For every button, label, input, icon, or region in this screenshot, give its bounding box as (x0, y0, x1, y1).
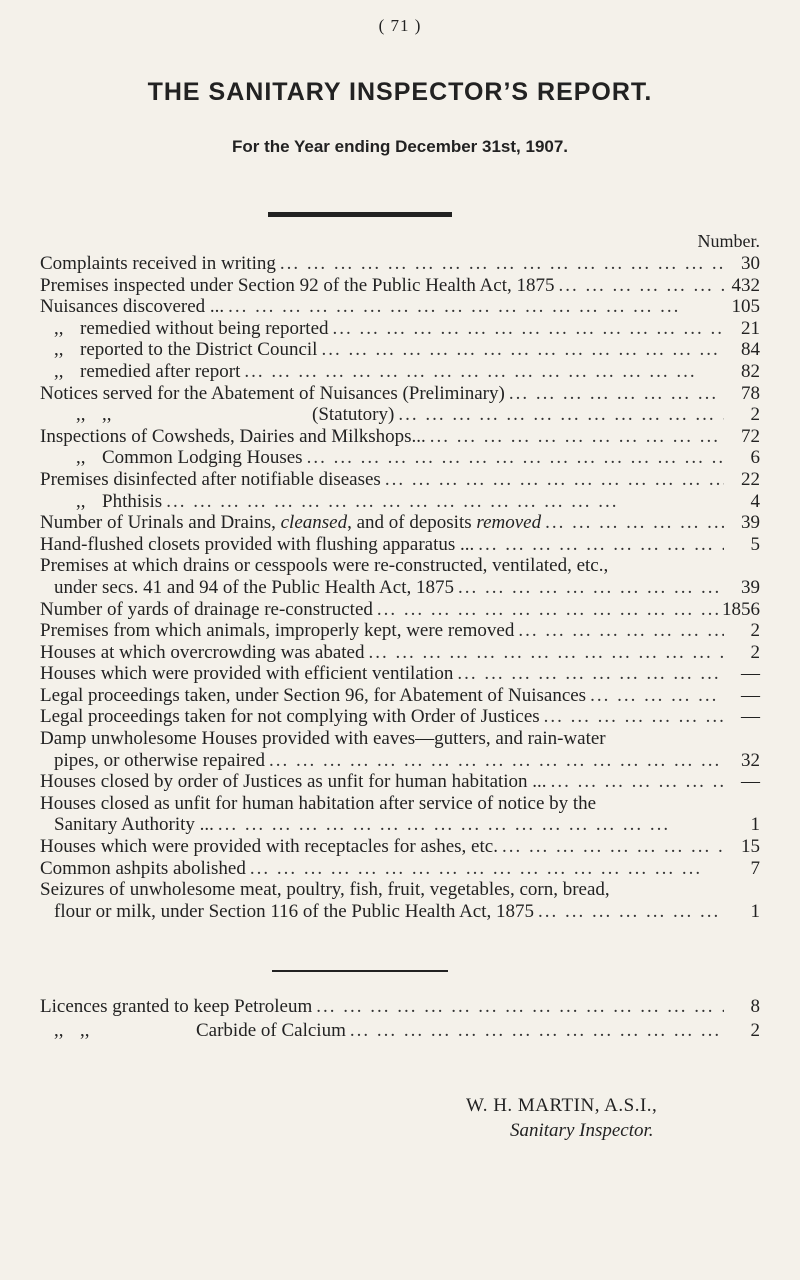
list-item: ,, remedied after report ... . 82 (40, 361, 760, 383)
list-item: Premises inspected under Section 92 of the Public Health Act, 1875 ... . 432 (40, 275, 760, 297)
list-item: Inspections of Cowsheds, Dairies and Milkshops... ... . 72 (40, 426, 760, 448)
list-item: ,, Common Lodging Houses ... . 6 (40, 447, 760, 469)
list-item: ,, reported to the District Council ... . 84 (40, 339, 760, 361)
list-item: Legal proceedings taken, under Section 96, for Abatement of Nuisances ... . — (40, 685, 760, 707)
licences-list (40, 995, 760, 1043)
list-item: Seizures of unwholesome meat, poultry, fish, fruit, vegetables, corn, bread, flour or milk, under Section 116 of the Public Health Act, 1875 ... . 1 (40, 879, 760, 922)
section-rule (272, 970, 448, 972)
signature-title: Sanitary Inspector. (510, 1120, 654, 1141)
list-item: Legal proceedings taken for not complying with Order of Justices ... . — (40, 706, 760, 728)
list-item: Houses at which overcrowding was abated ... . 2 (40, 642, 760, 664)
column-header: Number. (697, 231, 760, 251)
list-item: Premises disinfected after notifiable diseases ... . 22 (40, 469, 760, 491)
list-item: Premises at which drains or cesspools were re-constructed, ventilated, etc., under secs. 41 and 94 of the Public Health Act, 1875 ... . 39 (40, 555, 760, 598)
list-item: ,, remedied without being reported ... . 21 (40, 318, 760, 340)
list-item: Premises from which animals, improperly kept, were removed ... . 2 (40, 620, 760, 642)
signature-name: W. H. MARTIN, A.S.I., (466, 1095, 658, 1116)
list-item: Houses closed as unfit for human habitation after service of notice by the Sanitary Authority ... ... . 1 (40, 793, 760, 836)
list-item: ,, ,, (Statutory) ... . 2 (40, 404, 760, 426)
list-item: Houses which were provided with receptacles for ashes, etc. ... . 15 (40, 836, 760, 858)
statistics-list (40, 253, 760, 922)
page-number: ( 71 ) (378, 16, 422, 35)
list-item: ,, ,, Carbide of Calcium ... . 2 (40, 1019, 760, 1043)
list-item: Number of Urinals and Drains, cleansed, and of deposits removed ... . 39 (40, 512, 760, 534)
list-item: Hand-flushed closets provided with flushing apparatus ... ... . 5 (40, 534, 760, 556)
list-item: Licences granted to keep Petroleum ... . 8 (40, 995, 760, 1019)
list-item: Number of yards of drainage re-constructed ... . 1856 (40, 599, 760, 621)
list-item: Common ashpits abolished ... . 7 (40, 858, 760, 880)
list-item: Notices served for the Abatement of Nuisances (Preliminary) ... . 78 (40, 383, 760, 405)
title-rule (268, 212, 452, 217)
list-item: Damp unwholesome Houses provided with eaves—gutters, and rain-water pipes, or otherwise repaired ... . 32 (40, 728, 760, 771)
list-item: Houses closed by order of Justices as unfit for human habitation ... ... . — (40, 771, 760, 793)
list-item: Complaints received in writing ... . 30 (40, 253, 760, 275)
list-item: ,, Phthisis ... . 4 (40, 491, 760, 513)
report-subtitle: For the Year ending December 31st, 1907. (231, 137, 569, 156)
list-item: Nuisances discovered ... ... . 105 (40, 296, 760, 318)
list-item: Houses which were provided with efficient ventilation ... . — (40, 663, 760, 685)
report-title: THE SANITARY INSPECTOR’S REPORT. (147, 78, 653, 106)
